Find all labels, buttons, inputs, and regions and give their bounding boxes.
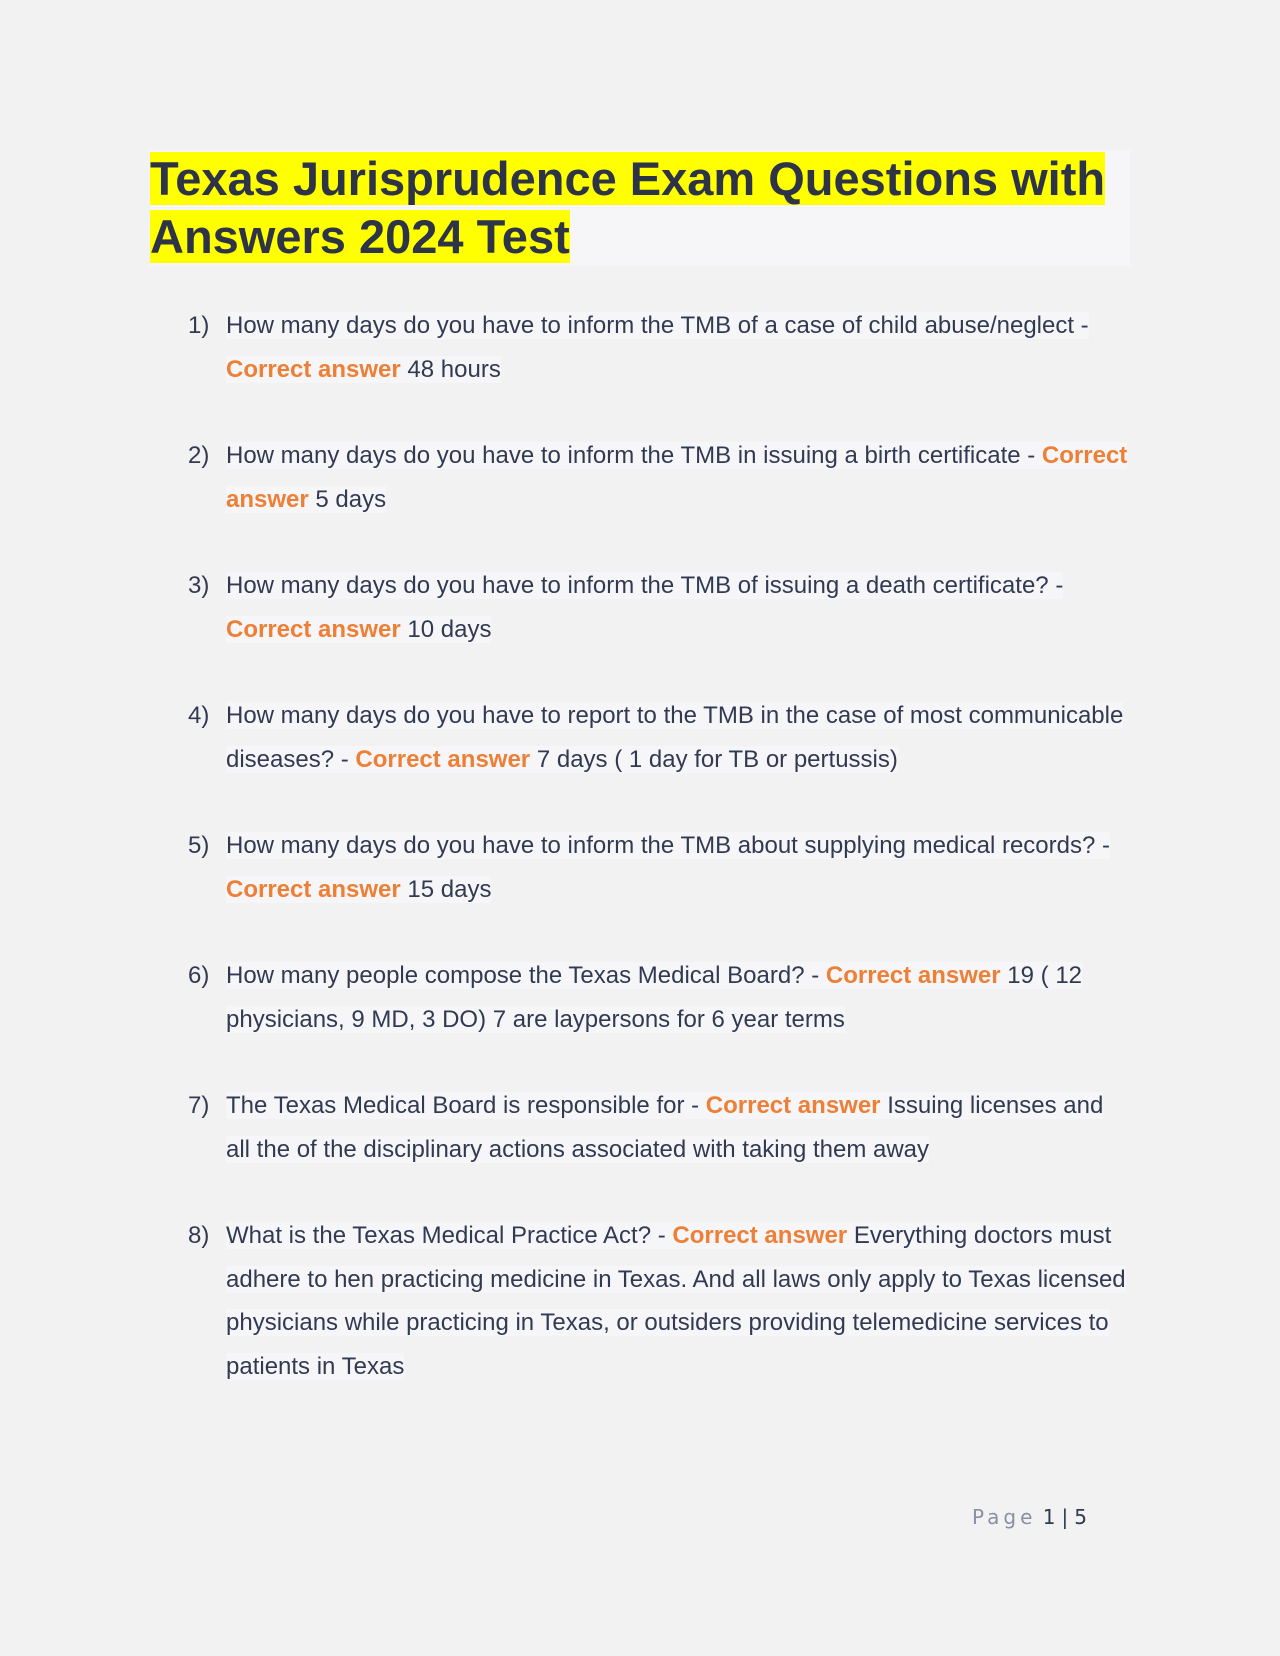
list-item	[150, 564, 1130, 651]
question-text: How many people compose the Texas Medical Board? -	[226, 962, 820, 989]
list-item	[150, 1214, 1130, 1388]
correct-answer-label: Correct answer	[705, 1092, 881, 1119]
question-text: How many days do you have to inform the TMB about supplying medical records? -	[226, 832, 1110, 859]
page-footer	[972, 1505, 1087, 1529]
correct-answer-label: Correct answer	[355, 745, 531, 773]
correct-answer-label: Correct answer	[672, 1222, 848, 1249]
answer-text: Issuing licenses and all the of the disciplinary actions associated with taking them away	[226, 1092, 1104, 1163]
list-item	[150, 824, 1130, 911]
item-number: 8)	[188, 1222, 210, 1249]
total-page-count: 5	[1074, 1505, 1087, 1529]
page-label: Page	[972, 1505, 1037, 1529]
question-text: How many days do you have to inform the TMB of a case of child abuse/neglect -	[226, 312, 1089, 339]
list-item	[150, 954, 1130, 1041]
question-list	[150, 304, 1130, 1388]
answer-text: 7 days ( 1 day for TB or pertussis)	[536, 745, 898, 773]
item-number: 2)	[188, 442, 210, 469]
item-number: 5)	[188, 832, 210, 859]
page-separator: |	[1061, 1505, 1069, 1529]
answer-text: 5 days	[315, 485, 387, 513]
item-number: 6)	[188, 962, 210, 989]
list-item	[150, 304, 1130, 391]
correct-answer-label: Correct answer	[226, 875, 401, 903]
question-text: How many days do you have to report to the TMB in the case of most communicable diseases? -	[226, 702, 1124, 773]
answer-text: 10 days	[407, 615, 492, 643]
answer-text: Everything doctors must adhere to hen practicing medicine in Texas. And all laws only apply to Texas licensed physicians while practicing in Texas, or outsiders providing telemedicine services to patients in Texas	[226, 1222, 1126, 1380]
document-page	[150, 150, 1130, 1393]
current-page-number: 1	[1042, 1505, 1056, 1529]
correct-answer-label: Correct answer	[226, 442, 1128, 513]
item-number: 1)	[188, 312, 210, 339]
question-text: How many days do you have to inform the TMB in issuing a birth certificate -	[226, 442, 1036, 469]
correct-answer-label: Correct answer	[226, 615, 401, 643]
list-item	[150, 1084, 1130, 1171]
document-title	[150, 150, 1130, 266]
list-item	[150, 434, 1130, 521]
correct-answer-label: Correct answer	[825, 962, 1001, 989]
correct-answer-label: Correct answer	[226, 355, 401, 383]
item-number: 3)	[188, 572, 210, 599]
answer-text: 15 days	[407, 875, 492, 903]
highlighted-title-text: Texas Jurisprudence Exam Questions with Answers 2024 Test	[150, 152, 1106, 263]
item-number: 7)	[188, 1092, 210, 1119]
question-text: How many days do you have to inform the TMB of issuing a death certificate? -	[226, 572, 1064, 599]
question-text: What is the Texas Medical Practice Act? -	[226, 1222, 666, 1249]
list-item	[150, 694, 1130, 781]
item-number: 4)	[188, 702, 210, 729]
answer-text: 19 ( 12 physicians, 9 MD, 3 DO) 7 are laypersons for 6 year terms	[226, 962, 1083, 1033]
title-block	[150, 150, 1130, 266]
question-text: The Texas Medical Board is responsible for -	[226, 1092, 700, 1119]
answer-text: 48 hours	[407, 355, 501, 383]
